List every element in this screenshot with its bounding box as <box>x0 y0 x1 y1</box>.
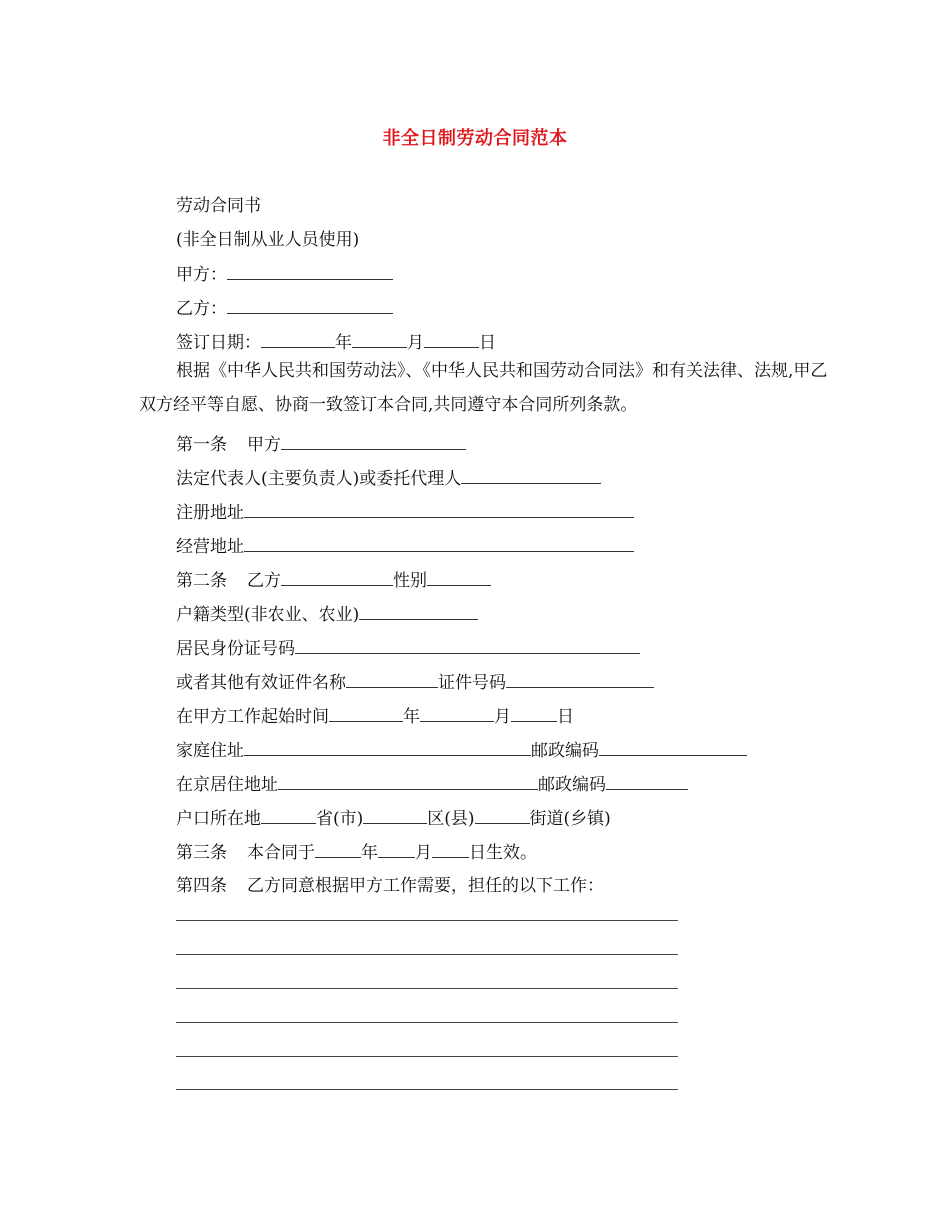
id-number-blank <box>295 637 640 654</box>
article3-line <box>176 841 537 864</box>
article4-text: 乙方同意根据甲方工作需要，担任的以下工作： <box>247 876 604 896</box>
home-address-label: 家庭住址 <box>176 741 244 761</box>
beijing-address-label: 在京居住地址 <box>176 775 278 795</box>
party-a-label: 甲方： <box>176 265 227 285</box>
article2-party-line <box>176 569 491 592</box>
biz-address-label: 经营地址 <box>176 537 244 557</box>
effective-year-label: 年 <box>361 843 378 863</box>
article3-text-b: 日生效。 <box>469 843 537 863</box>
document-title: 非全日制劳动合同范本 <box>382 128 568 149</box>
beijing-address-line <box>176 773 688 796</box>
party-a-line <box>176 263 393 286</box>
work-blank-line-5 <box>176 1056 678 1057</box>
biz-address-blank <box>244 535 634 552</box>
work-blank-line-6 <box>176 1089 678 1090</box>
hukou-type-label: 户籍类型(非农业、农业) <box>176 605 360 625</box>
other-id-line <box>176 671 654 694</box>
party-b-label: 乙方： <box>176 299 227 319</box>
hukou-location-line <box>176 807 611 830</box>
reg-address-blank <box>244 501 634 518</box>
province-label: 省(市) <box>316 809 364 829</box>
other-id-name-blank <box>346 671 438 688</box>
article1-party-line <box>176 433 466 456</box>
start-year-blank <box>329 705 403 722</box>
id-number-label: 居民身份证号码 <box>176 639 295 659</box>
other-id-number-blank <box>506 671 654 688</box>
sign-date-line <box>176 331 496 354</box>
article1-rep: 法定代表人(主要负责人)或委托代理人 <box>176 469 462 489</box>
effective-month-blank <box>378 841 415 858</box>
home-postcode-blank <box>599 739 747 756</box>
start-month-blank <box>420 705 494 722</box>
effective-year-blank <box>315 841 361 858</box>
reg-address-label: 注册地址 <box>176 503 244 523</box>
party-a-blank <box>227 263 393 280</box>
home-address-blank <box>244 739 531 756</box>
province-blank <box>261 807 316 824</box>
article1-party: 甲方 <box>247 435 281 455</box>
other-id-name-label: 或者其他有效证件名称 <box>176 673 346 693</box>
article2-label: 第二条 <box>176 571 227 591</box>
sign-year-label: 年 <box>335 333 352 353</box>
sign-date-label: 签订日期： <box>176 333 261 353</box>
street-label: 街道(乡镇) <box>529 809 611 829</box>
work-blank-line-1 <box>176 920 678 921</box>
sign-month-blank <box>352 331 407 348</box>
contract-subheading: (非全日制从业人员使用) <box>176 230 360 250</box>
other-id-number-label: 证件号码 <box>438 673 506 693</box>
home-postcode-label: 邮政编码 <box>531 741 599 761</box>
article3-text-a: 本合同于 <box>247 843 315 863</box>
hukou-type-blank <box>359 603 478 620</box>
id-number-line <box>176 637 640 660</box>
contract-heading: 劳动合同书 <box>176 196 261 216</box>
article1-label: 第一条 <box>176 435 227 455</box>
work-blank-line-4 <box>176 1022 678 1023</box>
article1-rep-line <box>176 467 601 490</box>
work-blank-line-3 <box>176 988 678 989</box>
sign-month-label: 月 <box>407 333 424 353</box>
district-blank <box>363 807 427 824</box>
start-day-label: 日 <box>557 707 574 727</box>
start-time-label: 在甲方工作起始时间 <box>176 707 329 727</box>
start-day-blank <box>511 705 557 722</box>
gender-blank <box>427 569 491 586</box>
effective-day-blank <box>432 841 469 858</box>
article2-party: 乙方 <box>247 571 281 591</box>
article4-line <box>176 875 604 897</box>
start-time-line <box>176 705 574 728</box>
sign-year-blank <box>261 331 335 348</box>
article1-party-blank <box>281 433 466 450</box>
preamble-paragraph: 根据《中华人民共和国劳动法》、《中华人民共和国劳动合同法》和有关法律、法规,甲乙双方经平等自愿、协商一致签订本合同,共同遵守本合同所列条款。 <box>139 361 828 415</box>
district-label: 区(县) <box>427 809 475 829</box>
party-b-line <box>176 297 393 320</box>
work-blank-line-2 <box>176 954 678 955</box>
start-month-label: 月 <box>494 707 511 727</box>
sign-day-blank <box>424 331 479 348</box>
beijing-postcode-blank <box>606 773 688 790</box>
party-b-blank <box>227 297 393 314</box>
start-year-label: 年 <box>403 707 420 727</box>
beijing-address-blank <box>278 773 538 790</box>
home-address-line <box>176 739 747 762</box>
article1-rep-blank <box>461 467 601 484</box>
biz-address-line <box>176 535 634 558</box>
reg-address-line <box>176 501 634 524</box>
sign-day-label: 日 <box>479 333 496 353</box>
effective-month-label: 月 <box>415 843 432 863</box>
article2-party-blank <box>281 569 393 586</box>
article4-label: 第四条 <box>176 876 227 896</box>
article3-label: 第三条 <box>176 843 227 863</box>
hukou-location-label: 户口所在地 <box>176 809 261 829</box>
hukou-type-line <box>176 603 478 626</box>
gender-label: 性别 <box>393 571 427 591</box>
street-blank <box>475 807 530 824</box>
beijing-postcode-label: 邮政编码 <box>538 775 606 795</box>
